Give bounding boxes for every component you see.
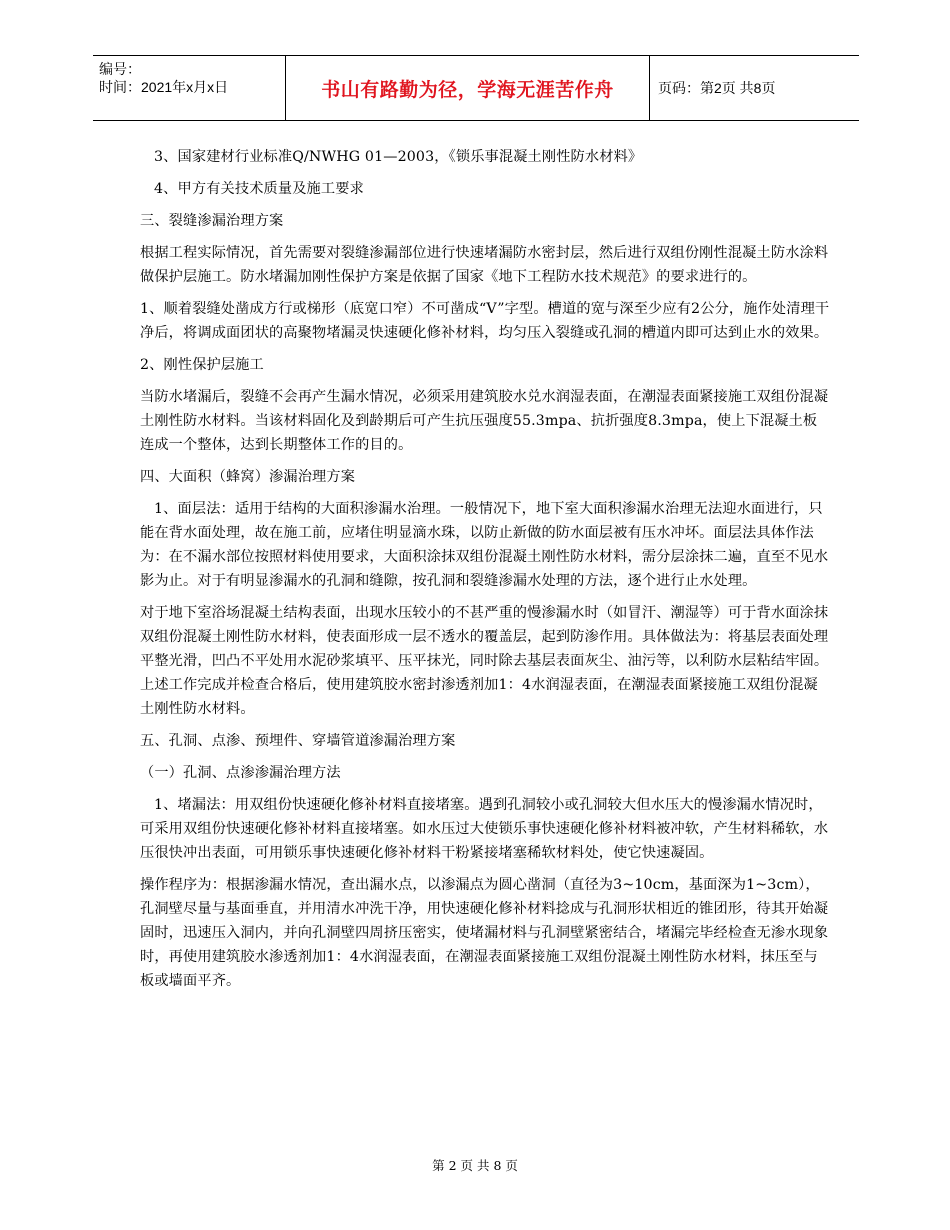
body-paragraph: 根据工程实际情况，首先需要对裂缝渗漏部位进行快速堵漏防水密封层，然后进行双组份刚性混凝土防水涂料做保护层施工。防水堵漏加刚性保护方案是依据了国家《地下工程防水技术规范》的要求进行的。 [140,245,829,285]
body-paragraph: 对于地下室浴场混凝土结构表面，出现水压较小的不甚严重的慢渗漏水时（如冒汗、潮湿等）可于背水面涂抹双组份混凝土刚性防水材料，使表面形成一层不透水的覆盖层，起到防渗作用。具体做法为：将基层表面处理平整光滑，凹凸不平处用水泥砂浆填平、压平抹光，同时除去基层表面灰尘、油污等，以利防水层粘结牢固。上述工作完成并检查合格后，使用建筑胶水密封渗透剂加1：4水润湿表面，在潮湿表面紧接施工双组份混凝土刚性防水材料。 [140,605,829,717]
body-paragraph: 五、孔洞、点渗、预埋件、穿墙管道渗漏治理方案 [140,733,456,749]
document-date: 时间：2021年x月x日 [99,79,229,95]
page-footer: 第 2 页 共 8 页 [432,1158,518,1173]
header-page-cell [650,56,859,120]
body-paragraph: 当防水堵漏后，裂缝不会再产生漏水情况，必须采用建筑胶水兑水润湿表面，在潮湿表面紧接施工双组份混凝土刚性防水材料。当该材料固化及到龄期后可产生抗压强度55.3mpa、抗折强度8.3mpa，使上下混凝土板连成一个整体，达到长期整体工作的目的。 [140,389,829,453]
header-page-info: 页码：第2页 共8页 [658,80,776,96]
body-paragraph: 操作程序为：根据渗漏水情况，查出漏水点，以渗漏点为圆心凿洞（直径为3~10cm，基面深为1~3cm），孔洞壁尽量与基面垂直，并用清水冲洗干净，用快速硬化修补材料捻成与孔洞形状相近的锥团形，待其开始凝固时，迅速压入洞内，并向孔洞壁四周挤压密实，使堵漏材料与孔洞壁紧密结合，堵漏完毕经检查无渗水现象时，再使用建筑胶水渗透剂加1：4水润湿表面，在潮湿表面紧接施工双组份混凝土刚性防水材料，抹压至与板或墙面平齐。 [140,877,829,989]
body-paragraph: 1、面层法：适用于结构的大面积渗漏水治理。一般情况下，地下室大面积渗漏水治理无法迎水面进行，只能在背水面处理，故在施工前，应堵住明显滴水珠，以防止新做的防水面层被有压水冲坏。面层法具体作法为：在不漏水部位按照材料使用要求，大面积涂抹双组份混凝土刚性防水材料，需分层涂抹二遍，直至不见水影为止。对于有明显渗漏水的孔洞和缝隙，按孔洞和裂缝渗漏水处理的方法，逐个进行止水处理。 [140,501,829,589]
header-meta [93,56,285,120]
body-paragraph: 4、甲方有关技术质量及施工要求 [154,181,364,197]
body-paragraph: 四、大面积（蜂窝）渗漏治理方案 [140,469,356,485]
body-paragraph: （一）孔洞、点渗渗漏治理方法 [140,765,341,781]
header-motto-cell [285,56,650,120]
body-paragraph: 1、堵漏法：用双组份快速硬化修补材料直接堵塞。遇到孔洞较小或孔洞较大但水压大的慢渗漏水情况时，可采用双组份快速硬化修补材料直接堵塞。如水压过大使锁乐事快速硬化修补材料被冲软，产生材料稀软，水压很快冲出表面，可用锁乐事快速硬化修补材料干粉紧接堵塞稀软材料处，使它快速凝固。 [140,797,829,861]
body-paragraph: 三、裂缝渗漏治理方案 [140,213,284,229]
document-body [140,145,830,1001]
document-header [93,55,859,121]
body-paragraph: 2、刚性保护层施工 [140,357,264,373]
document-number-label: 编号： [99,61,141,77]
header-motto: 书山有路勤为径，学海无涯苦作舟 [321,78,614,101]
body-paragraph: 3、国家建材行业标准Q/NWHG 01—2003，《锁乐事混凝土刚性防水材料》 [154,149,643,165]
body-paragraph: 1、顺着裂缝处凿成方行或梯形（底宽口窄）不可凿成“V”字型。槽道的宽与深至少应有2公分，施作处清理干净后，将调成面团状的高聚物堵漏灵快速硬化修补材料，均匀压入裂缝或孔洞的槽道内即可达到止水的效果。 [140,301,830,341]
